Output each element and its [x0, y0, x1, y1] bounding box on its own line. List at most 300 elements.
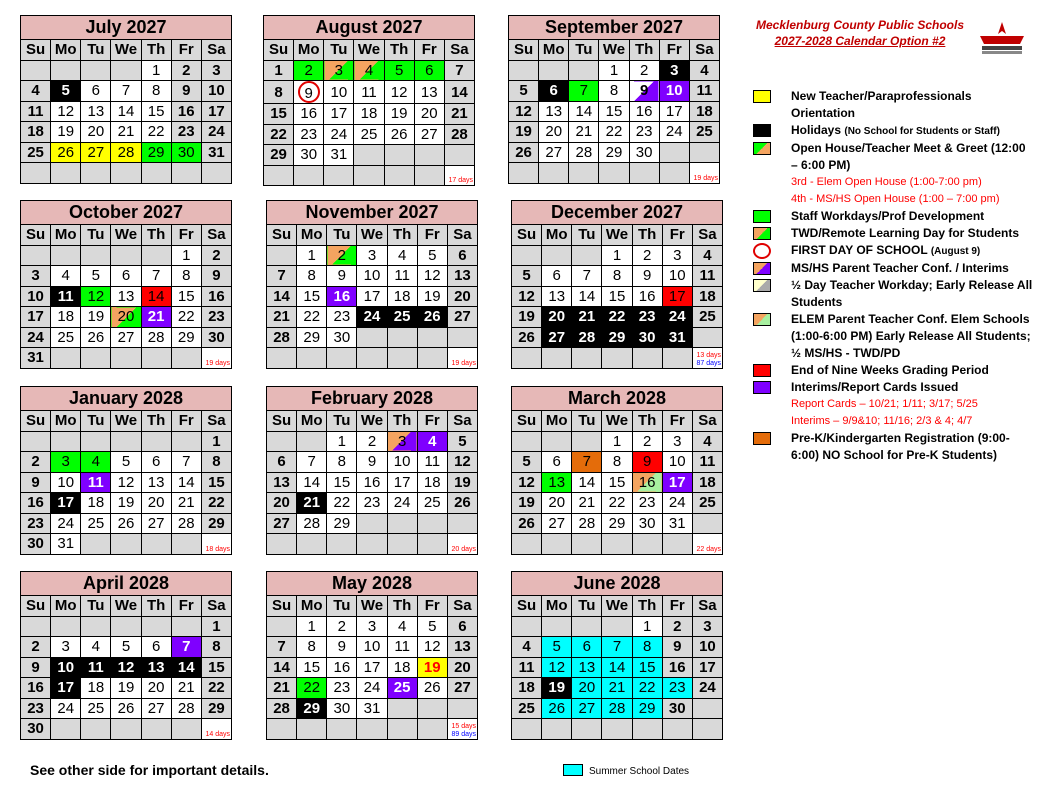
- day-header: Su: [512, 225, 542, 246]
- day-cell: 19: [512, 493, 542, 514]
- day-cell: 3: [387, 431, 417, 452]
- day-cell: 13: [539, 101, 569, 122]
- day-cell: 14: [444, 81, 474, 104]
- day-header: Fr: [417, 411, 447, 432]
- day-cell: 7: [141, 266, 171, 287]
- day-cell: 6: [447, 616, 477, 637]
- empty-day: [21, 163, 51, 184]
- day-cell: 6: [141, 452, 171, 473]
- day-cell: 10: [51, 657, 81, 678]
- empty-day: [632, 348, 662, 369]
- empty-day: [111, 60, 141, 81]
- day-cell: 23: [294, 124, 324, 145]
- month-calendar: [511, 386, 723, 555]
- day-header: Tu: [327, 225, 357, 246]
- day-cell: 16: [357, 472, 387, 493]
- day-cell: 19: [51, 122, 81, 143]
- day-cell: 3: [659, 60, 689, 81]
- day-header: Sa: [447, 225, 477, 246]
- day-cell: 23: [171, 122, 201, 143]
- day-cell: 1: [201, 431, 231, 452]
- empty-day: [21, 616, 51, 637]
- empty-day: [572, 245, 602, 266]
- day-header: Sa: [692, 596, 722, 617]
- day-cell: 22: [297, 678, 327, 699]
- empty-day: [81, 348, 111, 369]
- empty-day: [111, 163, 141, 184]
- day-cell: 30: [171, 142, 201, 163]
- day-cell: 18: [512, 678, 542, 699]
- day-cell: 2: [632, 431, 662, 452]
- day-header: Th: [387, 225, 417, 246]
- day-cell: 29: [297, 698, 327, 719]
- day-header: Th: [141, 596, 171, 617]
- empty-day: [542, 245, 572, 266]
- day-cell: 29: [599, 142, 629, 163]
- day-cell: 26: [51, 142, 81, 163]
- empty-day: [414, 145, 444, 166]
- day-header: Su: [21, 411, 51, 432]
- day-cell: 8: [171, 266, 201, 287]
- day-cell: 16: [629, 101, 659, 122]
- empty-day: [569, 60, 599, 81]
- day-cell: 18: [81, 493, 111, 514]
- day-cell: 2: [632, 245, 662, 266]
- day-header: Su: [264, 40, 294, 61]
- month-title: January 2028: [21, 387, 232, 411]
- day-cell: 7: [171, 452, 201, 473]
- day-cell: 27: [542, 513, 572, 534]
- day-cell: 27: [539, 142, 569, 163]
- month-title: August 2027: [264, 16, 475, 40]
- legend-half-day: ½ Day Teacher Workday; Early Release All Students: [753, 277, 1033, 311]
- legend-nine-weeks: End of Nine Weeks Grading Period: [753, 362, 1033, 379]
- day-header: Th: [387, 596, 417, 617]
- day-header: Fr: [662, 411, 692, 432]
- day-cell: 9: [662, 637, 692, 658]
- day-cell: 12: [417, 637, 447, 658]
- day-cell: 30: [629, 142, 659, 163]
- day-cell: 17: [201, 101, 231, 122]
- days-total-value: 15 days: [451, 722, 476, 730]
- empty-day: [542, 348, 572, 369]
- orange-swatch-icon: [753, 432, 771, 445]
- day-cell: 16: [171, 101, 201, 122]
- day-cell: 1: [632, 616, 662, 637]
- day-cell: 13: [111, 286, 141, 307]
- day-cell: 11: [689, 81, 719, 102]
- day-cell: 5: [509, 81, 539, 102]
- day-cell: 8: [201, 452, 231, 473]
- day-cell: 25: [51, 327, 81, 348]
- day-cell: 4: [21, 81, 51, 102]
- day-cell: 31: [21, 348, 51, 369]
- empty-day: [21, 431, 51, 452]
- day-cell: 1: [599, 60, 629, 81]
- day-cell: 6: [141, 637, 171, 658]
- day-cell: 9: [327, 266, 357, 287]
- empty-day: [327, 348, 357, 369]
- day-cell: 2: [171, 60, 201, 81]
- day-cell: 2: [357, 431, 387, 452]
- days-total-value: 87 days: [696, 359, 721, 367]
- footer-note: See other side for important details.: [30, 762, 269, 778]
- day-header: Su: [267, 225, 297, 246]
- empty-day: [662, 348, 692, 369]
- day-cell: 17: [51, 493, 81, 514]
- day-header: Sa: [447, 411, 477, 432]
- day-header: Tu: [81, 596, 111, 617]
- day-cell: 4: [51, 266, 81, 287]
- day-cell: 4: [692, 245, 722, 266]
- day-cell: 6: [572, 637, 602, 658]
- empty-day: [689, 142, 719, 163]
- day-header: Mo: [542, 411, 572, 432]
- day-cell: 22: [201, 678, 231, 699]
- day-cell: 24: [692, 678, 722, 699]
- day-cell: 21: [602, 678, 632, 699]
- day-cell: 31: [357, 698, 387, 719]
- day-cell: 29: [632, 698, 662, 719]
- orange-green-swatch-icon: [753, 142, 771, 155]
- days-total-value: 18 days: [205, 545, 230, 553]
- day-cell: 27: [141, 513, 171, 534]
- day-header: Th: [632, 225, 662, 246]
- day-cell: 28: [111, 142, 141, 163]
- day-cell: 29: [201, 698, 231, 719]
- day-header: Mo: [297, 411, 327, 432]
- day-cell: 21: [444, 104, 474, 125]
- empty-day: [51, 245, 81, 266]
- day-cell: 19: [542, 678, 572, 699]
- day-cell: 24: [662, 307, 692, 328]
- empty-day: [417, 513, 447, 534]
- day-cell: 23: [327, 307, 357, 328]
- empty-day: [21, 60, 51, 81]
- day-header: Su: [512, 411, 542, 432]
- month-title: February 2028: [267, 387, 478, 411]
- day-cell: 9: [21, 472, 51, 493]
- day-header: Th: [141, 225, 171, 246]
- empty-day: [51, 163, 81, 184]
- day-header: Fr: [171, 411, 201, 432]
- day-cell: 11: [354, 81, 384, 104]
- month-title: July 2027: [21, 16, 232, 40]
- month-title: September 2027: [509, 16, 720, 40]
- empty-day: [294, 165, 324, 186]
- empty-day: [692, 327, 722, 348]
- day-cell: 14: [171, 472, 201, 493]
- days-total: [692, 534, 722, 555]
- empty-day: [539, 163, 569, 184]
- day-header: Sa: [692, 225, 722, 246]
- day-cell: 17: [357, 657, 387, 678]
- day-cell: 14: [297, 472, 327, 493]
- day-header: Mo: [51, 225, 81, 246]
- empty-day: [512, 616, 542, 637]
- day-header: Mo: [542, 596, 572, 617]
- day-cell: 21: [572, 307, 602, 328]
- day-cell: 1: [602, 245, 632, 266]
- empty-day: [417, 719, 447, 740]
- empty-day: [387, 513, 417, 534]
- day-cell: 1: [264, 60, 294, 81]
- empty-day: [81, 719, 111, 740]
- day-header: Sa: [201, 411, 231, 432]
- empty-day: [21, 245, 51, 266]
- day-cell: 9: [21, 657, 51, 678]
- day-cell: 9: [201, 266, 231, 287]
- day-cell: 8: [602, 266, 632, 287]
- day-cell: 28: [267, 327, 297, 348]
- day-header: Tu: [81, 225, 111, 246]
- day-cell: 29: [141, 142, 171, 163]
- day-cell: 4: [689, 60, 719, 81]
- day-cell: 9: [629, 81, 659, 102]
- day-cell: 18: [692, 286, 722, 307]
- day-cell: 28: [572, 513, 602, 534]
- days-total: [447, 534, 477, 555]
- legend-ms-conf: MS/HS Parent Teacher Conf. / Interims: [753, 260, 1033, 277]
- day-cell: 10: [662, 452, 692, 473]
- day-header: Sa: [692, 411, 722, 432]
- empty-day: [447, 513, 477, 534]
- day-cell: 21: [141, 307, 171, 328]
- day-cell: 28: [171, 698, 201, 719]
- empty-day: [357, 513, 387, 534]
- day-cell: 13: [81, 101, 111, 122]
- day-cell: 26: [447, 493, 477, 514]
- day-cell: 24: [324, 124, 354, 145]
- legend-interims: Interims/Report Cards Issued: [753, 379, 1033, 396]
- day-cell: 24: [357, 678, 387, 699]
- day-cell: 13: [141, 657, 171, 678]
- calendar-subtitle: 2027-2028 Calendar Option #2: [774, 34, 946, 48]
- month-title: April 2028: [21, 572, 232, 596]
- day-cell: 5: [417, 616, 447, 637]
- days-total-value: 22 days: [696, 545, 721, 553]
- day-cell: 2: [21, 637, 51, 658]
- day-cell: 11: [692, 452, 722, 473]
- day-cell: 9: [327, 637, 357, 658]
- day-cell: 15: [327, 472, 357, 493]
- day-cell: 18: [51, 307, 81, 328]
- day-cell: 18: [387, 657, 417, 678]
- day-cell: 15: [201, 472, 231, 493]
- empty-day: [629, 163, 659, 184]
- day-cell: 29: [327, 513, 357, 534]
- empty-day: [51, 60, 81, 81]
- day-cell: 24: [51, 513, 81, 534]
- day-cell: 27: [267, 513, 297, 534]
- day-cell: 11: [512, 657, 542, 678]
- empty-day: [267, 719, 297, 740]
- day-cell: 25: [417, 493, 447, 514]
- empty-day: [542, 534, 572, 555]
- day-cell: 2: [629, 60, 659, 81]
- day-header: We: [111, 40, 141, 61]
- empty-day: [387, 698, 417, 719]
- day-cell: 17: [662, 472, 692, 493]
- empty-day: [267, 431, 297, 452]
- day-cell: 22: [201, 493, 231, 514]
- day-cell: 7: [602, 637, 632, 658]
- empty-day: [141, 534, 171, 555]
- day-cell: 28: [602, 698, 632, 719]
- empty-day: [512, 431, 542, 452]
- empty-day: [599, 163, 629, 184]
- day-cell: 25: [512, 698, 542, 719]
- purple-orange-swatch-icon: [753, 262, 771, 275]
- empty-day: [354, 145, 384, 166]
- day-cell: 16: [21, 678, 51, 699]
- day-cell: 27: [542, 327, 572, 348]
- empty-day: [384, 165, 414, 186]
- days-total: [447, 719, 477, 740]
- empty-day: [171, 534, 201, 555]
- day-cell: 6: [542, 266, 572, 287]
- empty-day: [602, 719, 632, 740]
- empty-day: [267, 616, 297, 637]
- day-cell: 1: [141, 60, 171, 81]
- empty-day: [297, 534, 327, 555]
- empty-day: [572, 431, 602, 452]
- empty-day: [171, 163, 201, 184]
- day-cell: 18: [81, 678, 111, 699]
- day-cell: 4: [354, 60, 384, 81]
- summer-legend: Summer School Dates: [563, 762, 689, 777]
- day-cell: 20: [542, 307, 572, 328]
- day-header: We: [602, 411, 632, 432]
- day-header: Tu: [324, 40, 354, 61]
- day-cell: 18: [354, 104, 384, 125]
- empty-day: [542, 719, 572, 740]
- days-total-value: 17 days: [448, 177, 473, 184]
- day-cell: 7: [111, 81, 141, 102]
- month-title: October 2027: [21, 201, 232, 225]
- day-cell: 17: [387, 472, 417, 493]
- day-cell: 22: [171, 307, 201, 328]
- month-title: November 2027: [267, 201, 478, 225]
- empty-day: [267, 534, 297, 555]
- day-cell: 5: [512, 266, 542, 287]
- day-cell: 25: [387, 307, 417, 328]
- day-cell: 6: [267, 452, 297, 473]
- day-cell: 30: [327, 698, 357, 719]
- day-cell: 30: [327, 327, 357, 348]
- day-cell: 6: [414, 60, 444, 81]
- yellow-swatch-icon: [753, 90, 771, 103]
- day-cell: 5: [81, 266, 111, 287]
- day-cell: 28: [141, 327, 171, 348]
- month-calendar: [266, 386, 478, 555]
- empty-day: [297, 348, 327, 369]
- days-total: [201, 348, 231, 369]
- day-cell: 13: [542, 472, 572, 493]
- day-cell: 12: [384, 81, 414, 104]
- day-cell: 4: [81, 637, 111, 658]
- day-cell: 26: [417, 678, 447, 699]
- day-cell: 20: [539, 122, 569, 143]
- legend-open-house: Open House/Teacher Meet & Greet (12:00 – 6:00 PM): [753, 140, 1033, 174]
- day-cell: 2: [662, 616, 692, 637]
- empty-day: [572, 616, 602, 637]
- day-header: Mo: [294, 40, 324, 61]
- day-cell: 14: [569, 101, 599, 122]
- day-cell: 19: [417, 657, 447, 678]
- day-cell: 25: [692, 493, 722, 514]
- day-cell: 22: [632, 678, 662, 699]
- day-cell: 26: [542, 698, 572, 719]
- day-cell: 16: [327, 657, 357, 678]
- day-cell: 31: [662, 327, 692, 348]
- empty-day: [542, 616, 572, 637]
- day-cell: 19: [111, 678, 141, 699]
- day-cell: 25: [21, 142, 51, 163]
- day-header: We: [111, 225, 141, 246]
- day-header: Su: [21, 225, 51, 246]
- legend-new-teacher: New Teacher/Paraprofessionals Orientation: [753, 88, 1033, 122]
- empty-day: [327, 534, 357, 555]
- day-cell: 23: [357, 493, 387, 514]
- day-cell: 7: [267, 266, 297, 287]
- day-cell: 29: [602, 513, 632, 534]
- empty-day: [264, 165, 294, 186]
- day-cell: 5: [417, 245, 447, 266]
- month-calendar: [266, 571, 478, 740]
- day-header: Th: [384, 40, 414, 61]
- day-cell: 6: [447, 245, 477, 266]
- day-cell: 5: [51, 81, 81, 102]
- day-cell: 13: [414, 81, 444, 104]
- day-cell: 13: [572, 657, 602, 678]
- day-cell: 20: [267, 493, 297, 514]
- empty-day: [512, 245, 542, 266]
- days-total-value: 13 days: [696, 351, 721, 359]
- month-calendar: [20, 200, 232, 369]
- day-cell: 18: [692, 472, 722, 493]
- empty-day: [512, 534, 542, 555]
- day-cell: 15: [602, 286, 632, 307]
- day-header: Su: [267, 596, 297, 617]
- day-header: Fr: [662, 596, 692, 617]
- day-cell: 29: [201, 513, 231, 534]
- month-title: June 2028: [512, 572, 723, 596]
- day-cell: 22: [602, 307, 632, 328]
- day-cell: 24: [21, 327, 51, 348]
- empty-day: [111, 616, 141, 637]
- day-cell: 10: [659, 81, 689, 102]
- day-cell: 21: [171, 493, 201, 514]
- empty-day: [81, 163, 111, 184]
- empty-day: [267, 245, 297, 266]
- day-header: Tu: [327, 411, 357, 432]
- empty-day: [141, 431, 171, 452]
- day-header: Fr: [417, 225, 447, 246]
- day-cell: 15: [602, 472, 632, 493]
- empty-day: [267, 348, 297, 369]
- day-header: Tu: [81, 40, 111, 61]
- day-cell: 24: [201, 122, 231, 143]
- day-header: Sa: [201, 40, 231, 61]
- day-cell: 15: [297, 657, 327, 678]
- day-header: Fr: [417, 596, 447, 617]
- empty-day: [297, 431, 327, 452]
- days-total-value: 89 days: [451, 730, 476, 738]
- day-cell: 12: [512, 472, 542, 493]
- day-cell: 8: [632, 637, 662, 658]
- day-cell: 21: [569, 122, 599, 143]
